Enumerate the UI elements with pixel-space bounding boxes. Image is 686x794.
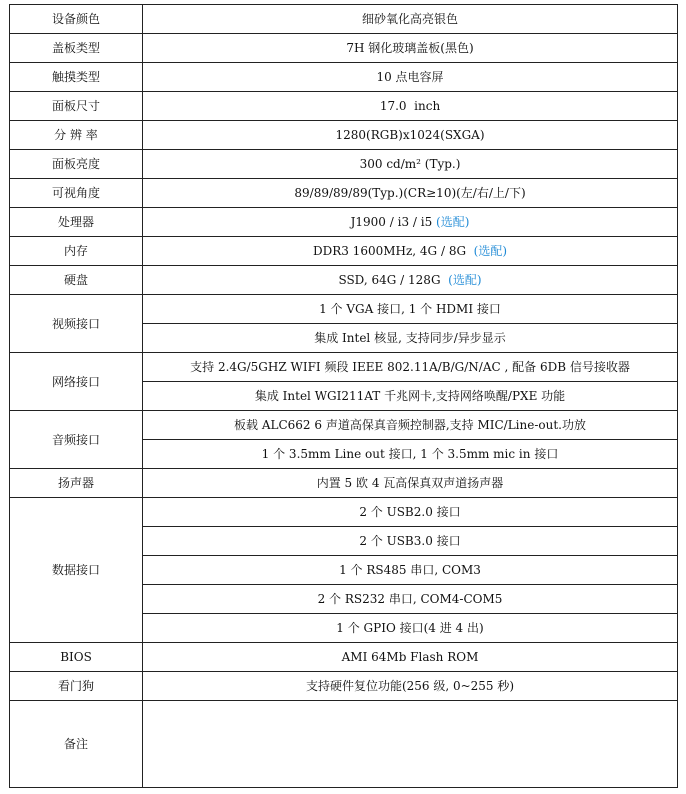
value-data-ports-1: 2 个 USB2.0 接口 — [143, 498, 678, 527]
label-cpu: 处理器 — [10, 208, 143, 237]
row-bios — [10, 643, 678, 672]
label-video: 视频接口 — [10, 295, 143, 353]
row-audio-1 — [10, 411, 678, 440]
label-network: 网络接口 — [10, 353, 143, 411]
label-cover-type: 盖板类型 — [10, 34, 143, 63]
value-audio-1: 板载 ALC662 6 声道高保真音频控制器,支持 MIC/Line-out.功放 — [143, 411, 678, 440]
row-color — [10, 5, 678, 34]
row-video-1 — [10, 295, 678, 324]
row-cover-type — [10, 34, 678, 63]
value-cpu — [143, 208, 678, 237]
value-watchdog: 支持硬件复位功能(256 级, 0~255 秒) — [143, 672, 678, 701]
value-touch-type: 10 点电容屏 — [143, 63, 678, 92]
label-disk: 硬盘 — [10, 266, 143, 295]
value-color: 细砂氧化高亮银色 — [143, 5, 678, 34]
row-view-angle — [10, 179, 678, 208]
cpu-option-tag: (选配) — [436, 215, 470, 229]
value-data-ports-5: 1 个 GPIO 接口(4 进 4 出) — [143, 614, 678, 643]
label-memory: 内存 — [10, 237, 143, 266]
row-panel-size — [10, 92, 678, 121]
row-resolution — [10, 121, 678, 150]
value-panel-size: 17.0 inch — [143, 92, 678, 121]
row-disk — [10, 266, 678, 295]
memory-value-text: DDR3 1600MHz, 4G / 8G — [312, 244, 474, 258]
value-remark — [143, 701, 678, 788]
value-network-1: 支持 2.4G/5GHZ WIFI 频段 IEEE 802.11A/B/G/N/AC , 配备 6DB 信号接收器 — [143, 353, 678, 382]
row-data-ports-1 — [10, 498, 678, 527]
label-touch-type: 触摸类型 — [10, 63, 143, 92]
row-memory — [10, 237, 678, 266]
label-panel-size: 面板尺寸 — [10, 92, 143, 121]
label-data-ports: 数据接口 — [10, 498, 143, 643]
row-network-1 — [10, 353, 678, 382]
label-resolution: 分 辨 率 — [10, 121, 143, 150]
value-speaker: 内置 5 欧 4 瓦高保真双声道扬声器 — [143, 469, 678, 498]
label-brightness: 面板亮度 — [10, 150, 143, 179]
value-bios: AMI 64Mb Flash ROM — [143, 643, 678, 672]
cpu-value-text: J1900 / i3 / i5 — [350, 215, 437, 229]
value-data-ports-2: 2 个 USB3.0 接口 — [143, 527, 678, 556]
spec-table — [9, 4, 678, 788]
value-brightness: 300 cd/m² (Typ.) — [143, 150, 678, 179]
value-video-1: 1 个 VGA 接口, 1 个 HDMI 接口 — [143, 295, 678, 324]
disk-value-text: SSD, 64G / 128G — [338, 273, 449, 287]
row-brightness — [10, 150, 678, 179]
row-cpu — [10, 208, 678, 237]
row-speaker — [10, 469, 678, 498]
memory-option-tag: (选配) — [473, 244, 508, 258]
value-data-ports-4: 2 个 RS232 串口, COM4-COM5 — [143, 585, 678, 614]
label-remark: 备注 — [10, 701, 143, 788]
value-resolution: 1280(RGB)x1024(SXGA) — [143, 121, 678, 150]
value-audio-2: 1 个 3.5mm Line out 接口, 1 个 3.5mm mic in 接口 — [143, 440, 678, 469]
label-bios: BIOS — [10, 643, 143, 672]
row-watchdog — [10, 672, 678, 701]
value-memory — [143, 237, 678, 266]
label-view-angle: 可视角度 — [10, 179, 143, 208]
row-remark — [10, 701, 678, 788]
label-audio: 音频接口 — [10, 411, 143, 469]
row-touch-type — [10, 63, 678, 92]
disk-option-tag: (选配) — [448, 273, 482, 287]
label-watchdog: 看门狗 — [10, 672, 143, 701]
value-cover-type: 7H 钢化玻璃盖板(黑色) — [143, 34, 678, 63]
label-color: 设备颜色 — [10, 5, 143, 34]
value-video-2: 集成 Intel 核显, 支持同步/异步显示 — [143, 324, 678, 353]
label-speaker: 扬声器 — [10, 469, 143, 498]
value-data-ports-3: 1 个 RS485 串口, COM3 — [143, 556, 678, 585]
value-view-angle: 89/89/89/89(Typ.)(CR≥10)(左/右/上/下) — [143, 179, 678, 208]
value-network-2: 集成 Intel WGI211AT 千兆网卡,支持网络唤醒/PXE 功能 — [143, 382, 678, 411]
value-disk — [143, 266, 678, 295]
